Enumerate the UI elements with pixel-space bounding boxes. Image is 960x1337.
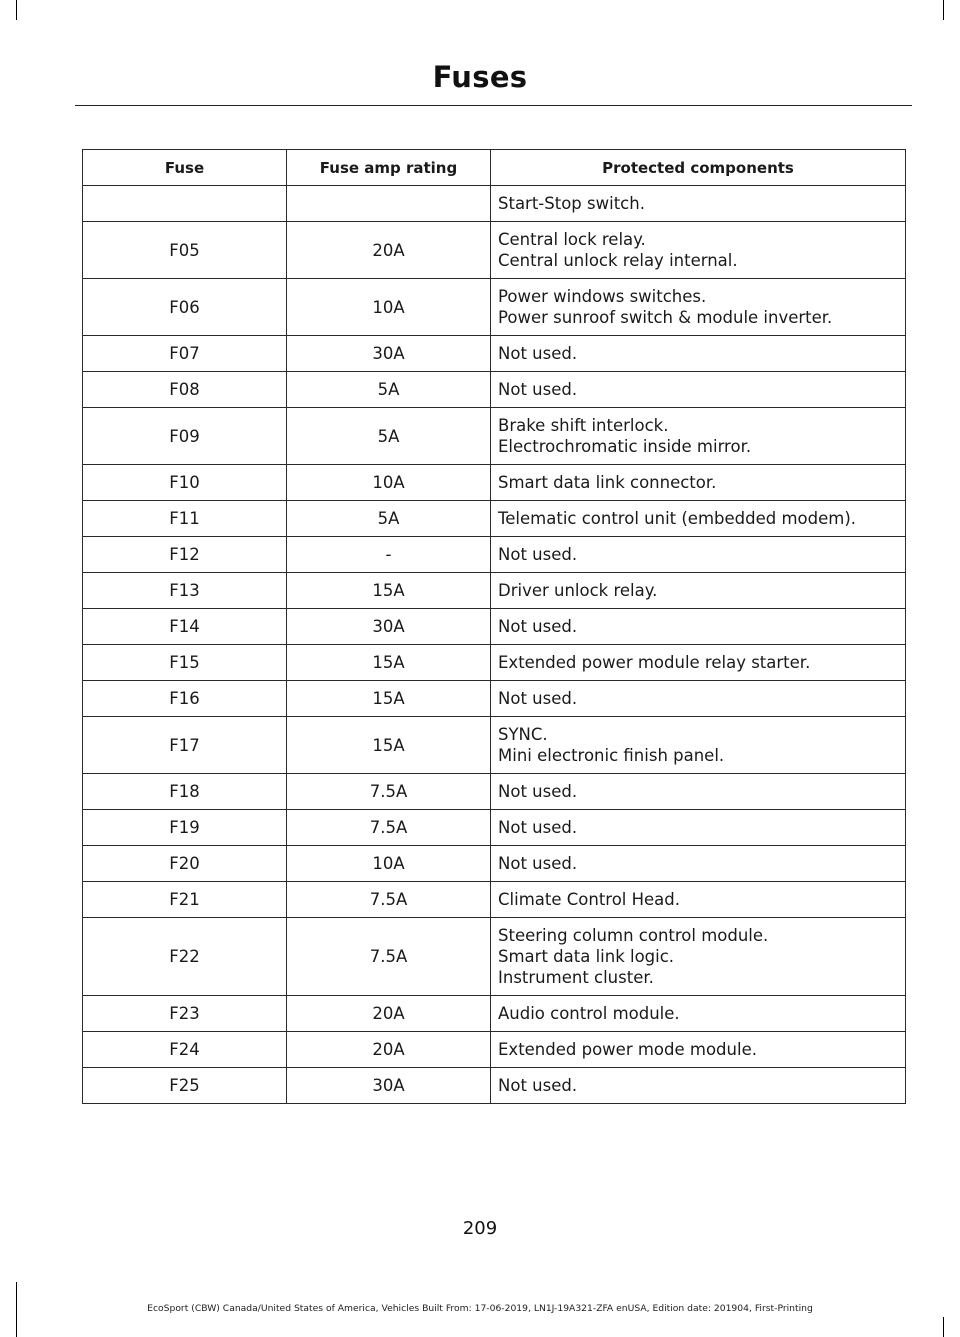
fuse-id-cell: F14 bbox=[83, 609, 287, 645]
amp-rating-cell: 7.5A bbox=[287, 774, 491, 810]
amp-rating-cell: 5A bbox=[287, 408, 491, 465]
table-row bbox=[83, 372, 906, 408]
component-line: Extended power module relay starter. bbox=[498, 653, 811, 672]
protected-components-cell bbox=[491, 336, 906, 372]
amp-rating-cell: 7.5A bbox=[287, 810, 491, 846]
crop-mark-bottom-right bbox=[943, 1317, 944, 1337]
amp-rating-cell: 30A bbox=[287, 336, 491, 372]
component-line: Steering column control module. bbox=[498, 926, 769, 945]
component-line: Not used. bbox=[498, 689, 578, 708]
fuse-id-cell: F20 bbox=[83, 846, 287, 882]
amp-rating-cell: 15A bbox=[287, 645, 491, 681]
component-line: Not used. bbox=[498, 1076, 578, 1095]
fuse-id-cell: F11 bbox=[83, 501, 287, 537]
protected-components-cell bbox=[491, 222, 906, 279]
protected-components-cell bbox=[491, 882, 906, 918]
component-line: SYNC. bbox=[498, 725, 548, 744]
component-line: Driver unlock relay. bbox=[498, 581, 658, 600]
fuse-id-cell: F07 bbox=[83, 336, 287, 372]
fuse-id-cell: F16 bbox=[83, 681, 287, 717]
fuse-id-cell: F12 bbox=[83, 537, 287, 573]
footer-text: EcoSport (CBW) Canada/United States of America, Vehicles Built From: 17-06-2019, LN1J-19A321-ZFA enUSA, Edition date: 201904, First-Printing bbox=[147, 1303, 813, 1314]
amp-rating-cell: 7.5A bbox=[287, 882, 491, 918]
component-line: Central lock relay. bbox=[498, 230, 646, 249]
protected-components-cell bbox=[491, 717, 906, 774]
crop-mark-top-right bbox=[943, 0, 944, 20]
table-row bbox=[83, 645, 906, 681]
fuse-id-cell: F23 bbox=[83, 996, 287, 1032]
amp-rating-cell: 10A bbox=[287, 846, 491, 882]
protected-components-cell bbox=[491, 465, 906, 501]
amp-rating-cell bbox=[287, 186, 491, 222]
header-protected-components: Protected components bbox=[491, 150, 906, 186]
protected-components-cell bbox=[491, 537, 906, 573]
amp-rating-cell: 5A bbox=[287, 372, 491, 408]
table-row bbox=[83, 882, 906, 918]
table-row bbox=[83, 681, 906, 717]
component-line: Telematic control unit (embedded modem). bbox=[498, 509, 857, 528]
table-header-row bbox=[83, 150, 906, 186]
amp-rating-cell: 10A bbox=[287, 279, 491, 336]
fuse-id-cell: F19 bbox=[83, 810, 287, 846]
fuse-id-cell: F17 bbox=[83, 717, 287, 774]
component-line: Not used. bbox=[498, 380, 578, 399]
component-line: Not used. bbox=[498, 854, 578, 873]
amp-rating-cell: - bbox=[287, 537, 491, 573]
table-row bbox=[83, 1068, 906, 1104]
fuse-id-cell: F06 bbox=[83, 279, 287, 336]
fuse-id-cell: F18 bbox=[83, 774, 287, 810]
protected-components-cell bbox=[491, 372, 906, 408]
protected-components-cell bbox=[491, 1068, 906, 1104]
component-line: Not used. bbox=[498, 344, 578, 363]
table-row bbox=[83, 996, 906, 1032]
fuse-id-cell: F09 bbox=[83, 408, 287, 465]
component-line: Power sunroof switch & module inverter. bbox=[498, 308, 833, 327]
protected-components-cell bbox=[491, 279, 906, 336]
table-row bbox=[83, 501, 906, 537]
protected-components-cell bbox=[491, 1032, 906, 1068]
table-body bbox=[83, 186, 906, 1104]
table-row bbox=[83, 1032, 906, 1068]
protected-components-cell bbox=[491, 774, 906, 810]
component-line: Not used. bbox=[498, 617, 578, 636]
fuse-id-cell: F13 bbox=[83, 573, 287, 609]
table-row bbox=[83, 609, 906, 645]
component-line: Not used. bbox=[498, 818, 578, 837]
table-row bbox=[83, 573, 906, 609]
table-row bbox=[83, 408, 906, 465]
protected-components-cell bbox=[491, 573, 906, 609]
table-row bbox=[83, 537, 906, 573]
protected-components-cell bbox=[491, 918, 906, 996]
component-line: Brake shift interlock. bbox=[498, 416, 669, 435]
fuse-id-cell: F15 bbox=[83, 645, 287, 681]
component-line: Mini electronic finish panel. bbox=[498, 746, 725, 765]
amp-rating-cell: 30A bbox=[287, 1068, 491, 1104]
fuse-id-cell: F08 bbox=[83, 372, 287, 408]
crop-mark-top-left bbox=[16, 0, 17, 20]
component-line: Smart data link logic. bbox=[498, 947, 675, 966]
amp-rating-cell: 20A bbox=[287, 996, 491, 1032]
protected-components-cell bbox=[491, 609, 906, 645]
fuse-id-cell bbox=[83, 186, 287, 222]
table-row bbox=[83, 918, 906, 996]
amp-rating-cell: 20A bbox=[287, 1032, 491, 1068]
component-line: Smart data link connector. bbox=[498, 473, 717, 492]
header-amp-rating: Fuse amp rating bbox=[287, 150, 491, 186]
table-row bbox=[83, 810, 906, 846]
table-row bbox=[83, 279, 906, 336]
table-row bbox=[83, 774, 906, 810]
page-title: Fuses bbox=[432, 60, 528, 94]
component-line: Start-Stop switch. bbox=[498, 194, 645, 213]
amp-rating-cell: 5A bbox=[287, 501, 491, 537]
amp-rating-cell: 20A bbox=[287, 222, 491, 279]
component-line: Not used. bbox=[498, 545, 578, 564]
table-row bbox=[83, 846, 906, 882]
title-divider bbox=[75, 105, 912, 106]
fuse-id-cell: F10 bbox=[83, 465, 287, 501]
amp-rating-cell: 15A bbox=[287, 573, 491, 609]
component-line: Power windows switches. bbox=[498, 287, 707, 306]
component-line: Electrochromatic inside mirror. bbox=[498, 437, 752, 456]
protected-components-cell bbox=[491, 996, 906, 1032]
page-number: 209 bbox=[462, 1218, 498, 1239]
protected-components-cell bbox=[491, 408, 906, 465]
fuse-id-cell: F25 bbox=[83, 1068, 287, 1104]
component-line: Not used. bbox=[498, 782, 578, 801]
table-row bbox=[83, 336, 906, 372]
amp-rating-cell: 10A bbox=[287, 465, 491, 501]
protected-components-cell bbox=[491, 186, 906, 222]
fuse-id-cell: F24 bbox=[83, 1032, 287, 1068]
fuse-id-cell: F21 bbox=[83, 882, 287, 918]
amp-rating-cell: 15A bbox=[287, 717, 491, 774]
component-line: Instrument cluster. bbox=[498, 968, 654, 987]
table-row bbox=[83, 222, 906, 279]
table-row bbox=[83, 717, 906, 774]
table-row bbox=[83, 465, 906, 501]
amp-rating-cell: 15A bbox=[287, 681, 491, 717]
protected-components-cell bbox=[491, 645, 906, 681]
protected-components-cell bbox=[491, 681, 906, 717]
fuse-table bbox=[82, 149, 906, 1104]
table-row bbox=[83, 186, 906, 222]
component-line: Extended power mode module. bbox=[498, 1040, 757, 1059]
fuse-id-cell: F05 bbox=[83, 222, 287, 279]
protected-components-cell bbox=[491, 810, 906, 846]
protected-components-cell bbox=[491, 846, 906, 882]
amp-rating-cell: 30A bbox=[287, 609, 491, 645]
component-line: Climate Control Head. bbox=[498, 890, 681, 909]
protected-components-cell bbox=[491, 501, 906, 537]
fuse-id-cell: F22 bbox=[83, 918, 287, 996]
component-line: Audio control module. bbox=[498, 1004, 680, 1023]
component-line: Central unlock relay internal. bbox=[498, 251, 738, 270]
header-fuse: Fuse bbox=[83, 150, 287, 186]
amp-rating-cell: 7.5A bbox=[287, 918, 491, 996]
